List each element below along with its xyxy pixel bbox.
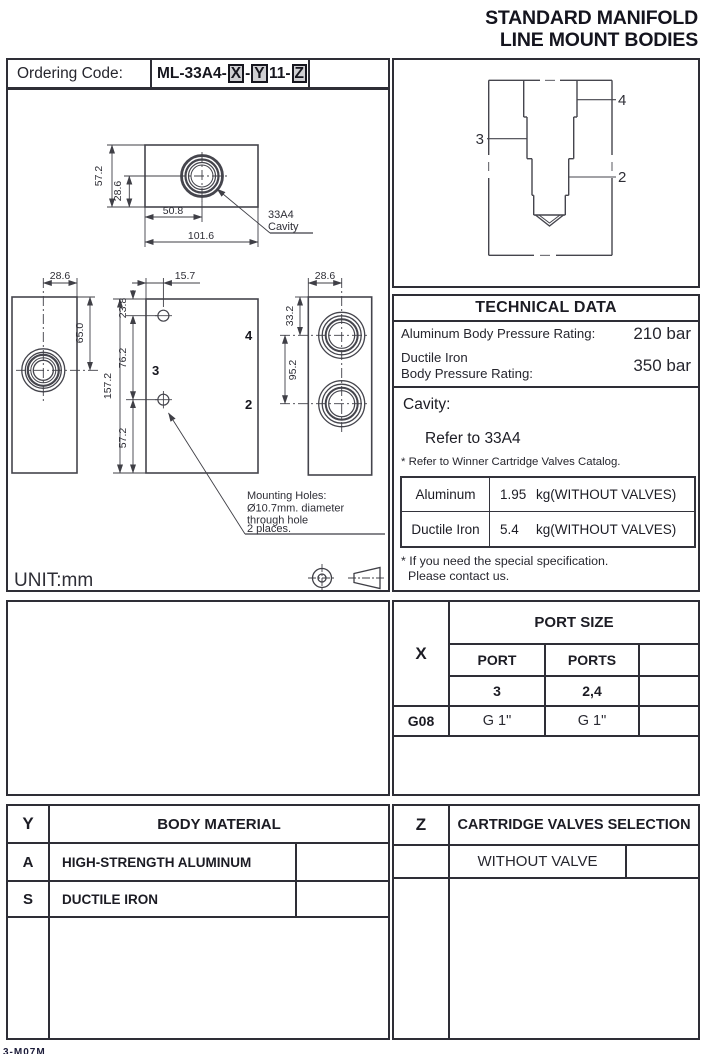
ordering-code-value	[152, 60, 310, 87]
dim-end-portspan: 95.2	[287, 359, 299, 381]
body-material-header: BODY MATERIAL	[157, 815, 281, 833]
mounting-note-line3: through hole	[247, 514, 309, 527]
ordering-code-prefix: ML-33A4-	[157, 64, 227, 82]
dim-front-height: 157.2	[102, 372, 114, 400]
body-material-table	[6, 804, 390, 1040]
cartridge-row-without-valve: WITHOUT VALVE	[477, 853, 598, 870]
pressure-rating-ductile-label-line1: Ductile Iron	[401, 349, 468, 365]
port-size-key: X	[415, 643, 427, 663]
port-size-table	[392, 600, 700, 796]
front-port2-label: 2	[245, 397, 253, 412]
ordering-code-z: Z	[292, 64, 307, 83]
port-size-row-val1: G 1"	[482, 713, 512, 729]
projection-circle-icon	[308, 564, 336, 590]
port-size-col1-header: PORT	[477, 652, 517, 668]
weight-number-ductile: 5.4	[500, 521, 519, 537]
projection-cone-icon	[348, 568, 386, 589]
pressure-rating-ductile-label-line2: Body Pressure Rating:	[401, 366, 533, 381]
weight-value-ductile	[490, 512, 694, 546]
body-material-code-a: A	[22, 853, 34, 871]
cavity-callout-line1: 33A4	[268, 209, 294, 221]
cavity-section-panel	[392, 58, 700, 288]
dim-front-holespan: 76.2	[117, 347, 129, 369]
cavity-port-leaders	[487, 100, 616, 177]
dim-top-center: 28.6	[112, 180, 124, 202]
pressure-rating-ductile-value: 350 bar	[633, 356, 691, 375]
cavity-note: * Refer to Winner Cartridge Valves Catalog.	[401, 456, 621, 468]
page-title-line1: STANDARD MANIFOLD	[485, 7, 698, 29]
mounting-note-line2: Ø10.7mm. diameter	[247, 502, 345, 515]
mounting-note-line1: Mounting Holes:	[247, 490, 327, 502]
pressure-rating-ductile-label	[401, 350, 533, 383]
cavity-section-drawing	[394, 60, 698, 286]
dim-top-halfwidth: 50.8	[162, 205, 184, 217]
port-size-sub1: 3	[493, 683, 501, 699]
dim-front-holetop: 23.8	[117, 297, 129, 319]
port-size-row-code: G08	[407, 713, 435, 729]
footer-partial-code: 3-M07M	[3, 1047, 46, 1054]
ordering-code-dash: -	[245, 64, 251, 82]
dim-front-holebottom: 57.2	[117, 427, 129, 449]
mounting-note-line4: 2 places.	[247, 523, 292, 535]
dimension-drawing	[8, 90, 388, 590]
front-view-outline	[146, 299, 258, 473]
body-material-label-aluminum: HIGH-STRENGTH ALUMINUM	[62, 854, 252, 870]
pressure-rating-aluminum-label: Aluminum Body Pressure Rating:	[401, 325, 596, 341]
cavity-value: Refer to 33A4	[425, 430, 521, 447]
dim-end-width: 28.6	[314, 270, 336, 282]
cartridge-valves-table	[392, 804, 700, 1040]
unit-label: UNIT:mm	[14, 570, 94, 590]
page-title-line2: LINE MOUNT BODIES	[499, 29, 698, 52]
cartridge-header: CARTRIDGE VALVES SELECTION	[457, 817, 691, 833]
cavity-callout-line2: Cavity	[268, 221, 299, 233]
end-view-outline	[308, 297, 371, 475]
special-specification-note-line2: Please contact us.	[408, 568, 510, 583]
dim-top-width: 101.6	[187, 230, 215, 242]
weight-unit-aluminum: kg(WITHOUT VALVES)	[536, 487, 677, 502]
body-material-key: Y	[22, 814, 34, 833]
weight-row-aluminum	[402, 478, 694, 512]
body-material-label-ductile: DUCTILE IRON	[62, 891, 158, 907]
weight-material-aluminum: Aluminum	[402, 478, 490, 511]
port-size-col2-header: PORTS	[567, 652, 617, 668]
side-view-outline	[12, 297, 77, 473]
weight-value-aluminum	[490, 478, 694, 511]
weight-unit-ductile: kg(WITHOUT VALVES)	[536, 521, 677, 537]
pressure-rating-aluminum-row	[394, 324, 698, 344]
dim-front-holeoffset: 15.7	[174, 270, 196, 282]
port-size-header: PORT SIZE	[534, 614, 614, 631]
dim-side-width: 28.6	[49, 270, 71, 282]
cavity-port2-label: 2	[618, 169, 627, 186]
front-port3-label: 3	[152, 363, 160, 378]
dimension-drawing-panel	[6, 88, 390, 592]
dim-top-height: 57.2	[93, 165, 105, 187]
technical-data-header: TECHNICAL DATA	[394, 296, 698, 322]
port-size-sub2: 2,4	[582, 683, 602, 699]
special-specification-note	[401, 554, 608, 584]
front-port4-label: 4	[245, 328, 253, 343]
ordering-code-box	[6, 58, 390, 89]
ordering-code-label: Ordering Code:	[8, 60, 152, 87]
page-title	[485, 7, 698, 51]
cavity-label: Cavity:	[403, 396, 451, 413]
port-size-row-val2: G 1"	[577, 713, 607, 729]
empty-panel	[6, 600, 390, 796]
weight-number-aluminum: 1.95	[500, 487, 527, 502]
ordering-code-y: Y	[251, 64, 267, 83]
pressure-rating-aluminum-value: 210 bar	[633, 324, 691, 343]
cartridge-key: Z	[415, 815, 427, 834]
technical-data-panel	[392, 294, 700, 592]
ordering-code-x: X	[228, 64, 244, 83]
dim-side-portcenter: 65.0	[74, 322, 86, 344]
body-material-code-s: S	[22, 890, 33, 908]
ordering-code-middle: 11-	[268, 64, 291, 82]
cavity-bore-steps	[524, 80, 577, 226]
dim-end-port4top: 33.2	[284, 305, 296, 327]
cavity-body-outline	[489, 80, 612, 255]
weight-material-ductile: Ductile Iron	[402, 512, 490, 546]
pressure-rating-ductile-row	[394, 346, 698, 388]
cavity-port4-label: 4	[618, 92, 627, 109]
weight-table	[400, 476, 696, 548]
cavity-port3-label: 3	[475, 131, 484, 148]
weight-row-ductile	[402, 512, 694, 546]
special-specification-note-line1: * If you need the special specification.	[401, 554, 609, 568]
